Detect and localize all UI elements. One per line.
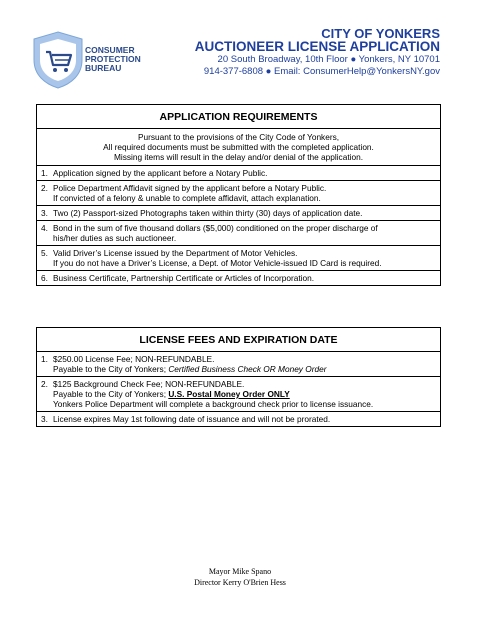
intro-line: Missing items will result in the delay and/or denial of the application. bbox=[113, 152, 364, 162]
payable-text: Payable to the City of Yonkers; bbox=[53, 364, 169, 374]
requirements-table bbox=[36, 104, 441, 286]
item-number: 2. bbox=[41, 183, 48, 193]
requirements-intro bbox=[37, 129, 441, 166]
item-text: $125 Background Check Fee; NON-REFUNDABLE. bbox=[53, 379, 245, 389]
footer bbox=[0, 566, 480, 588]
fees-table bbox=[36, 327, 441, 427]
item-number: 3. bbox=[41, 208, 48, 218]
item-text: If convicted of a felony & unable to complete affidavit, attach explanation. bbox=[53, 193, 321, 203]
director-name: Director Kerry O'Brien Hess bbox=[194, 578, 286, 587]
requirements-title: APPLICATION REQUIREMENTS bbox=[37, 105, 441, 129]
item-text bbox=[41, 364, 436, 374]
requirement-item bbox=[37, 206, 441, 221]
requirement-item bbox=[37, 246, 441, 271]
item-text: Yonkers Police Department will complete a background check prior to license issuance. bbox=[53, 399, 374, 409]
requirement-item bbox=[37, 221, 441, 246]
item-text: Two (2) Passport-sized Photographs taken within thirty (30) days of application date. bbox=[53, 208, 363, 218]
city-name: CITY OF YONKERS bbox=[321, 26, 440, 41]
item-text: Application signed by the applicant before a Notary Public. bbox=[53, 168, 268, 178]
fees-title: LICENSE FEES AND EXPIRATION DATE bbox=[37, 328, 441, 352]
intro-line: All required documents must be submitted with the completed application. bbox=[103, 142, 374, 152]
item-number: 5. bbox=[41, 248, 48, 258]
payment-method: U.S. Postal Money Order ONLY bbox=[168, 389, 290, 399]
page-title: AUCTIONEER LICENSE APPLICATION bbox=[194, 39, 440, 54]
payable-text: Payable to the City of Yonkers; bbox=[53, 389, 169, 399]
item-number: 1. bbox=[41, 354, 48, 364]
item-text: License expires May 1st following date of issuance and will not be prorated. bbox=[53, 414, 331, 424]
requirement-item bbox=[37, 181, 441, 206]
item-number: 4. bbox=[41, 223, 48, 233]
logo-line-2: PROTECTION bbox=[85, 54, 141, 64]
item-number: 6. bbox=[41, 273, 48, 283]
mayor-name: Mayor Mike Spano bbox=[208, 567, 272, 576]
item-text: Business Certificate, Partnership Certificate or Articles of Incorporation. bbox=[53, 273, 315, 283]
logo-line-1: CONSUMER bbox=[85, 45, 135, 55]
requirement-item bbox=[37, 166, 441, 181]
item-text: Bond in the sum of five thousand dollars ($5,000) conditioned on the proper discharge of bbox=[53, 223, 378, 233]
item-number: 3. bbox=[41, 414, 48, 424]
item-text: If you do not have a Driver’s License, a Dept. of Motor Vehicle-issued ID Card is required. bbox=[53, 258, 382, 268]
fee-item bbox=[37, 377, 441, 412]
item-number: 2. bbox=[41, 379, 48, 389]
logo-line-3: BUREAU bbox=[85, 63, 122, 73]
fee-item bbox=[37, 352, 441, 377]
item-text: Police Department Affidavit signed by the applicant before a Notary Public. bbox=[53, 183, 327, 193]
consumer-protection-bureau-logo bbox=[28, 30, 173, 90]
item-text: $250.00 License Fee; NON-REFUNDABLE. bbox=[53, 354, 215, 364]
item-text: Valid Driver’s License issued by the Department of Motor Vehicles. bbox=[53, 248, 298, 258]
contact-info: 914-377-6808 ● Email: ConsumerHelp@YonkersNY.gov bbox=[203, 66, 440, 77]
item-text: his/her duties as such auctioneer. bbox=[53, 233, 177, 243]
intro-line: Pursuant to the provisions of the City Code of Yonkers, bbox=[137, 132, 340, 142]
item-number: 1. bbox=[41, 168, 48, 178]
address: 20 South Broadway, 10th Floor ● Yonkers, NY 10701 bbox=[217, 54, 440, 65]
requirement-item bbox=[37, 271, 441, 286]
item-text bbox=[41, 389, 436, 399]
fee-item bbox=[37, 412, 441, 427]
page-header bbox=[195, 27, 440, 78]
payment-method: Certified Business Check OR Money Order bbox=[168, 364, 327, 374]
